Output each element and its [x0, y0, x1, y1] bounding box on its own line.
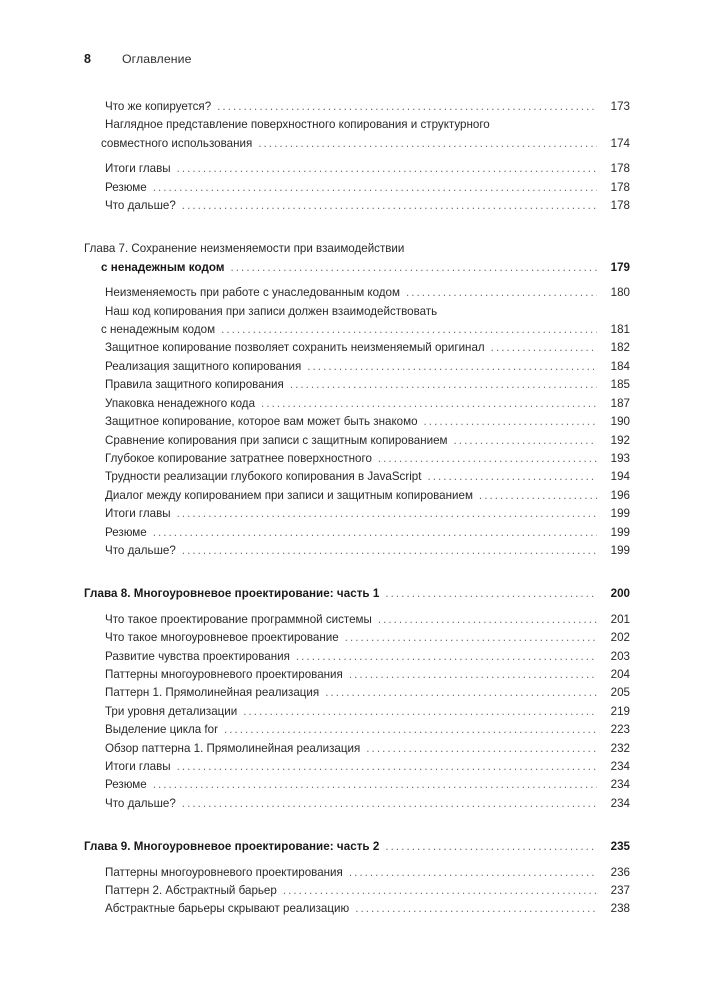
toc-entry[interactable]: [84, 197, 630, 215]
chapter-spacer: [84, 215, 630, 240]
toc-entry[interactable]: [84, 321, 630, 339]
dot-leader: [182, 202, 597, 214]
toc-entry[interactable]: [84, 795, 630, 813]
toc-entry-page-number: 238: [610, 902, 630, 916]
chapter-spacer-after: [84, 604, 630, 611]
dot-leader: [224, 727, 597, 739]
toc-entry[interactable]: [84, 721, 630, 739]
toc-entry[interactable]: [84, 611, 630, 629]
toc-entry-label: Паттерны многоуровневого проектирования: [105, 667, 343, 681]
dot-leader: [283, 887, 597, 899]
toc-entry-page-number: 180: [610, 286, 630, 300]
toc-entry-label: Абстрактные барьеры скрывают реализацию: [105, 902, 350, 916]
dot-leader: [406, 290, 597, 302]
toc-entry-page-number: 185: [610, 378, 630, 392]
dot-leader: [378, 455, 597, 467]
dot-leader: [177, 166, 597, 178]
toc-entry-page-number: 219: [610, 704, 630, 718]
table-of-contents: [84, 98, 630, 919]
toc-entry-label: Паттерн 2. Абстрактный барьер: [105, 884, 277, 898]
dot-leader: [479, 492, 597, 504]
toc-entry-label: Выделение цикла for: [105, 723, 218, 737]
toc-entry-label: Глубокое копирование затратнее поверхностного: [105, 451, 372, 465]
toc-entry[interactable]: [84, 135, 630, 153]
toc-entry-label: Что дальше?: [105, 199, 176, 213]
toc-entry-page-number: 194: [610, 470, 630, 484]
toc-entry-label: Обзор паттерна 1. Прямолинейная реализация: [105, 741, 361, 755]
dot-leader: [454, 437, 597, 449]
toc-entry-page-number: 178: [610, 162, 630, 176]
dot-leader: [385, 591, 597, 603]
toc-entry-page-number: 234: [610, 796, 630, 810]
dot-leader: [349, 869, 597, 881]
running-head-title: Оглавление: [122, 52, 192, 66]
toc-chapter-entry[interactable]: [84, 585, 630, 603]
toc-entry-page-number: 234: [610, 778, 630, 792]
toc-entry-label: Паттерны многоуровневого проектирования: [105, 865, 343, 879]
toc-entry-page-number: 234: [610, 760, 630, 773]
toc-entry-page-number: 235: [610, 840, 630, 854]
dot-leader: [427, 474, 597, 486]
dot-leader: [491, 345, 597, 357]
toc-entry[interactable]: [84, 864, 630, 882]
dot-leader: [177, 511, 597, 523]
toc-entry[interactable]: [84, 160, 630, 178]
toc-entry-label: Итоги главы: [105, 760, 171, 773]
toc-entry-page-number: 174: [610, 136, 630, 150]
toc-entry[interactable]: [84, 629, 630, 647]
toc-entry-page-number: 192: [610, 433, 630, 447]
toc-entry-page-number: 223: [610, 723, 630, 737]
toc-entry-label: Три уровня детализации: [105, 704, 238, 718]
toc-entry-page-number: 203: [610, 649, 630, 663]
toc-entry-label: Правила защитного копирования: [105, 378, 284, 392]
toc-entry-page-number: 178: [610, 180, 630, 194]
toc-entry-page-number: 199: [610, 525, 630, 539]
toc-entry-page-number: 237: [610, 884, 630, 898]
chapter-spacer: [84, 560, 630, 585]
running-head: [84, 52, 192, 66]
toc-entry-line1: Наглядное представление поверхностного копирования и структурного: [105, 118, 490, 132]
toc-entry-page-number: 179: [610, 260, 630, 274]
toc-entry[interactable]: [84, 900, 630, 918]
toc-entry-page-number: 182: [610, 341, 630, 355]
dot-leader: [378, 616, 597, 628]
toc-entry[interactable]: [84, 505, 630, 523]
toc-entry-label: Что дальше?: [105, 543, 176, 557]
toc-entry[interactable]: [84, 542, 630, 560]
dot-leader: [385, 844, 597, 856]
toc-entry[interactable]: [84, 703, 630, 721]
dot-leader: [153, 782, 597, 794]
toc-chapter-entry-line1: Глава 7. Сохранение неизменяемости при взаимодействии: [84, 242, 405, 256]
dot-leader: [182, 800, 597, 812]
toc-entry-label: совместного использования: [101, 136, 253, 150]
chapter-spacer-after: [84, 857, 630, 864]
toc-entry-label: с ненадежным кодом: [101, 260, 225, 274]
dot-leader: [345, 635, 597, 647]
toc-entry-page-number: 199: [610, 543, 630, 557]
dot-leader: [243, 708, 597, 720]
toc-entry-label: Сравнение копирования при записи с защитным копированием: [105, 433, 448, 447]
toc-entry-page-number: 199: [610, 507, 630, 521]
toc-entry-page-number: 200: [610, 587, 630, 601]
dot-leader: [424, 419, 597, 431]
toc-entry-label: Неизменяемость при работе с унаследованным кодом: [105, 286, 400, 300]
toc-entry-page-number: 187: [610, 396, 630, 410]
toc-entry-page-number: 181: [610, 323, 630, 337]
toc-entry[interactable]: [84, 666, 630, 684]
toc-entry[interactable]: [84, 179, 630, 197]
toc-entry-label: Резюме: [105, 180, 147, 194]
toc-entry-label: Глава 9. Многоуровневое проектирование: часть 2: [84, 840, 380, 854]
toc-entry[interactable]: [84, 648, 630, 666]
toc-entry-label: Что такое многоуровневое проектирование: [105, 631, 339, 645]
toc-entry-label: с ненадежным кодом: [101, 323, 216, 337]
toc-entry-label: Развитие чувства проектирования: [105, 649, 290, 663]
toc-entry[interactable]: [84, 468, 630, 486]
toc-entry-label: Глава 8. Многоуровневое проектирование: часть 1: [84, 587, 380, 601]
toc-entry-label: Трудности реализации глубокого копирования в JavaScript: [105, 470, 422, 484]
toc-entry[interactable]: [84, 684, 630, 702]
toc-entry[interactable]: [84, 98, 630, 116]
dot-leader: [231, 264, 598, 276]
toc-entry-label: Защитное копирование, которое вам может быть знакомо: [105, 415, 418, 429]
toc-entry-label: Что такое проектирование программной системы: [105, 612, 372, 626]
dot-leader: [153, 184, 597, 196]
dot-leader: [153, 529, 597, 541]
dot-leader: [217, 103, 597, 115]
dot-leader: [296, 653, 597, 665]
toc-entry[interactable]: [84, 432, 630, 450]
dot-leader: [258, 140, 597, 152]
toc-entry-page-number: 202: [610, 631, 630, 645]
toc-entry-page-number: 173: [610, 100, 630, 113]
page-folio: 8: [84, 52, 91, 66]
dot-leader: [325, 690, 597, 702]
toc-entry-page-number: 178: [610, 199, 630, 213]
dot-leader: [290, 382, 597, 394]
toc-entry[interactable]: [84, 339, 630, 357]
toc-entry-page-number: 190: [610, 415, 630, 429]
toc-entry-label: Упаковка ненадежного кода: [105, 396, 256, 410]
toc-entry[interactable]: [84, 758, 630, 776]
toc-entry-page-number: 232: [610, 741, 630, 755]
toc-entry-page-number: 204: [610, 667, 630, 681]
toc-entry-label: Диалог между копированием при записи и защитным копированием: [105, 488, 473, 502]
toc-entry[interactable]: [84, 358, 630, 376]
toc-entry-page-number: 184: [610, 359, 630, 373]
toc-entry-label: Защитное копирование позволяет сохранить неизменяемый оригинал: [105, 341, 485, 355]
toc-entry[interactable]: [84, 524, 630, 542]
dot-leader: [182, 547, 597, 559]
toc-chapter-entry[interactable]: [84, 259, 630, 277]
dot-leader: [221, 326, 597, 338]
toc-entry-label: Что дальше?: [105, 796, 176, 810]
toc-entry-page-number: 196: [610, 488, 630, 502]
toc-entry[interactable]: [84, 776, 630, 794]
toc-entry-line1: Наш код копирования при записи должен взаимодействовать: [105, 304, 438, 318]
toc-chapter-entry[interactable]: [84, 838, 630, 856]
dot-leader: [355, 906, 597, 918]
dot-leader: [307, 363, 597, 375]
toc-entry-page-number: 236: [610, 865, 630, 879]
toc-entry[interactable]: [84, 487, 630, 505]
toc-entry[interactable]: [84, 413, 630, 431]
toc-entry-label: Резюме: [105, 525, 147, 539]
chapter-spacer-after: [84, 277, 630, 284]
toc-entry-label: Паттерн 1. Прямолинейная реализация: [105, 686, 320, 700]
toc-entry[interactable]: [84, 882, 630, 900]
toc-entry-label: Что же копируется?: [105, 100, 212, 113]
dot-leader: [366, 745, 597, 757]
toc-entry-label: Итоги главы: [105, 507, 171, 521]
toc-entry-page-number: 205: [610, 686, 630, 700]
toc-entry[interactable]: [84, 395, 630, 413]
toc-entry-label: Резюме: [105, 778, 147, 792]
toc-entry[interactable]: [84, 284, 630, 302]
dot-leader: [261, 400, 597, 412]
toc-entry-label: Итоги главы: [105, 162, 171, 176]
chapter-spacer: [84, 813, 630, 838]
dot-leader: [349, 671, 597, 683]
toc-entry-page-number: 193: [610, 451, 630, 465]
dot-leader: [177, 763, 597, 775]
toc-entry[interactable]: [84, 450, 630, 468]
toc-entry-page-number: 201: [610, 612, 630, 626]
toc-entry[interactable]: [84, 376, 630, 394]
toc-entry-label: Реализация защитного копирования: [105, 359, 302, 373]
toc-entry[interactable]: [84, 740, 630, 758]
group-spacer: [84, 153, 630, 160]
